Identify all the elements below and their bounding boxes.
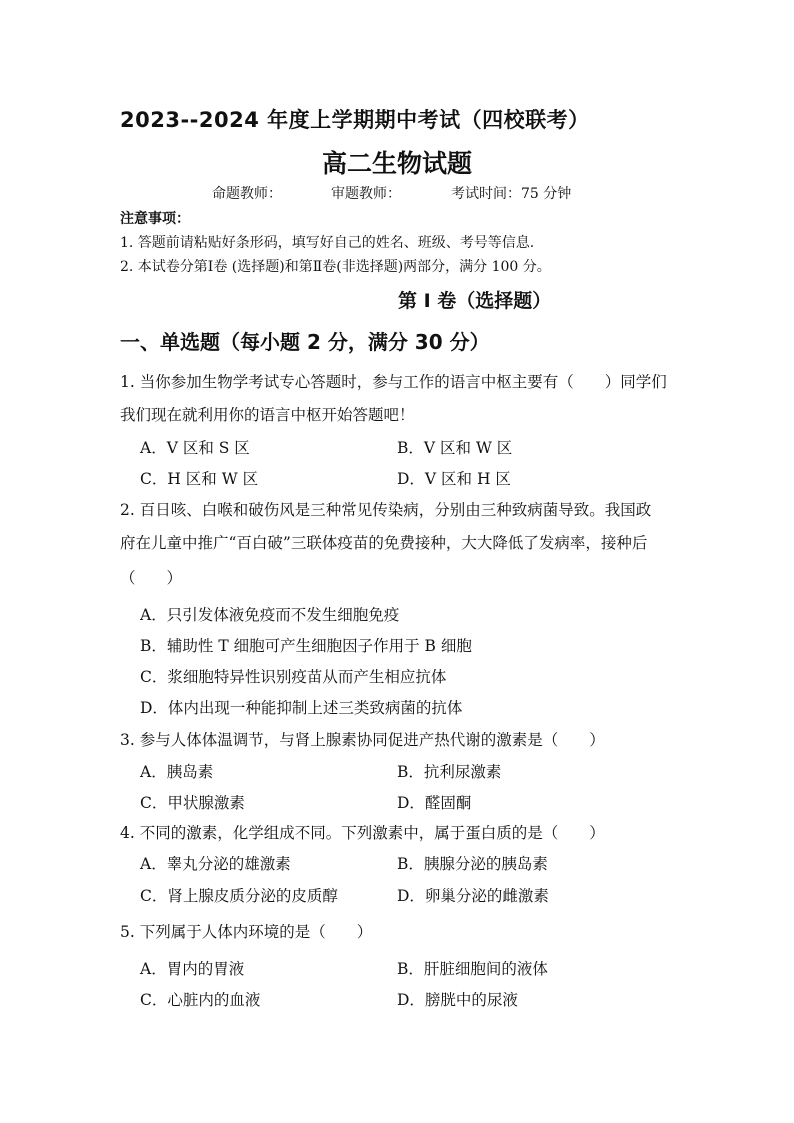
option-c: C．肾上腺皮质分泌的皮质醇 xyxy=(140,887,338,905)
option-b: B．辅助性 T 细胞可产生细胞因子作用于 B 细胞 xyxy=(140,637,472,655)
option-c: C．心脏内的血液 xyxy=(140,991,261,1009)
option-b: B．抗利尿激素 xyxy=(397,763,502,781)
section-heading: 一、单选题（每小题 2 分，满分 30 分） xyxy=(120,330,490,354)
question-text: 1. 当你参加生物学考试专心答题时，参与工作的语言中枢主要有（ ）同学们 xyxy=(120,373,667,391)
question-text: （ ） xyxy=(120,569,183,587)
exam-title: 2023--2024 年度上学期期中考试（四校联考） xyxy=(120,108,590,132)
option-a: A．胰岛素 xyxy=(140,763,214,781)
option-c: C．浆细胞特异性识别疫苗从而产生相应抗体 xyxy=(140,668,447,686)
reviewer-label: 审题教师： xyxy=(331,186,401,202)
part-heading: 第 Ⅰ 卷（选择题） xyxy=(398,290,552,312)
notice-item: 1. 答题前请粘贴好条形码，填写好自己的姓名、班级、考号等信息. xyxy=(120,235,535,251)
option-d: D．卵巢分泌的雌激素 xyxy=(397,887,549,905)
option-d: D．膀胱中的尿液 xyxy=(397,991,518,1009)
option-a: A．只引发体液免疫而不发生细胞免疫 xyxy=(140,606,400,624)
time-label: 考试时间：75 分钟 xyxy=(451,186,572,202)
question-text: 4. 不同的激素，化学组成不同。下列激素中，属于蛋白质的是（ ） xyxy=(120,824,605,842)
question-text: 我们现在就利用你的语言中枢开始答题吧！ xyxy=(120,406,415,424)
question-text: 2. 百日咳、白喉和破伤风是三种常见传染病，分别由三种致病菌导致。我国政 xyxy=(120,501,652,519)
option-d: D．醛固酮 xyxy=(397,794,472,812)
option-b: B．胰腺分泌的胰岛素 xyxy=(397,855,548,873)
notice-heading: 注意事项： xyxy=(120,211,190,227)
notice-item: 2. 本试卷分第Ⅰ卷 (选择题)和第Ⅱ卷(非选择题)两部分，满分 100 分。 xyxy=(120,259,551,275)
option-a: A．V 区和 S 区 xyxy=(140,439,250,457)
exam-subtitle: 高二生物试题 xyxy=(321,149,472,178)
option-c: C．H 区和 W 区 xyxy=(140,470,259,488)
question-text: 5. 下列属于人体内环境的是（ ） xyxy=(120,923,373,941)
question-text: 府在儿童中推广“百白破”三联体疫苗的免费接种，大大降低了发病率，接种后 xyxy=(120,534,648,552)
option-d: D．V 区和 H 区 xyxy=(397,470,511,488)
question-text: 3. 参与人体体温调节，与肾上腺素协同促进产热代谢的激素是（ ） xyxy=(120,731,605,749)
author-label: 命题教师： xyxy=(212,186,282,202)
option-b: B．V 区和 W 区 xyxy=(397,439,513,457)
option-d: D．体内出现一种能抑制上述三类致病菌的抗体 xyxy=(140,699,463,717)
option-a: A．睾丸分泌的雄激素 xyxy=(140,855,291,873)
option-b: B．肝脏细胞间的液体 xyxy=(397,960,548,978)
option-c: C．甲状腺激素 xyxy=(140,794,245,812)
option-a: A．胃内的胃液 xyxy=(140,960,245,978)
